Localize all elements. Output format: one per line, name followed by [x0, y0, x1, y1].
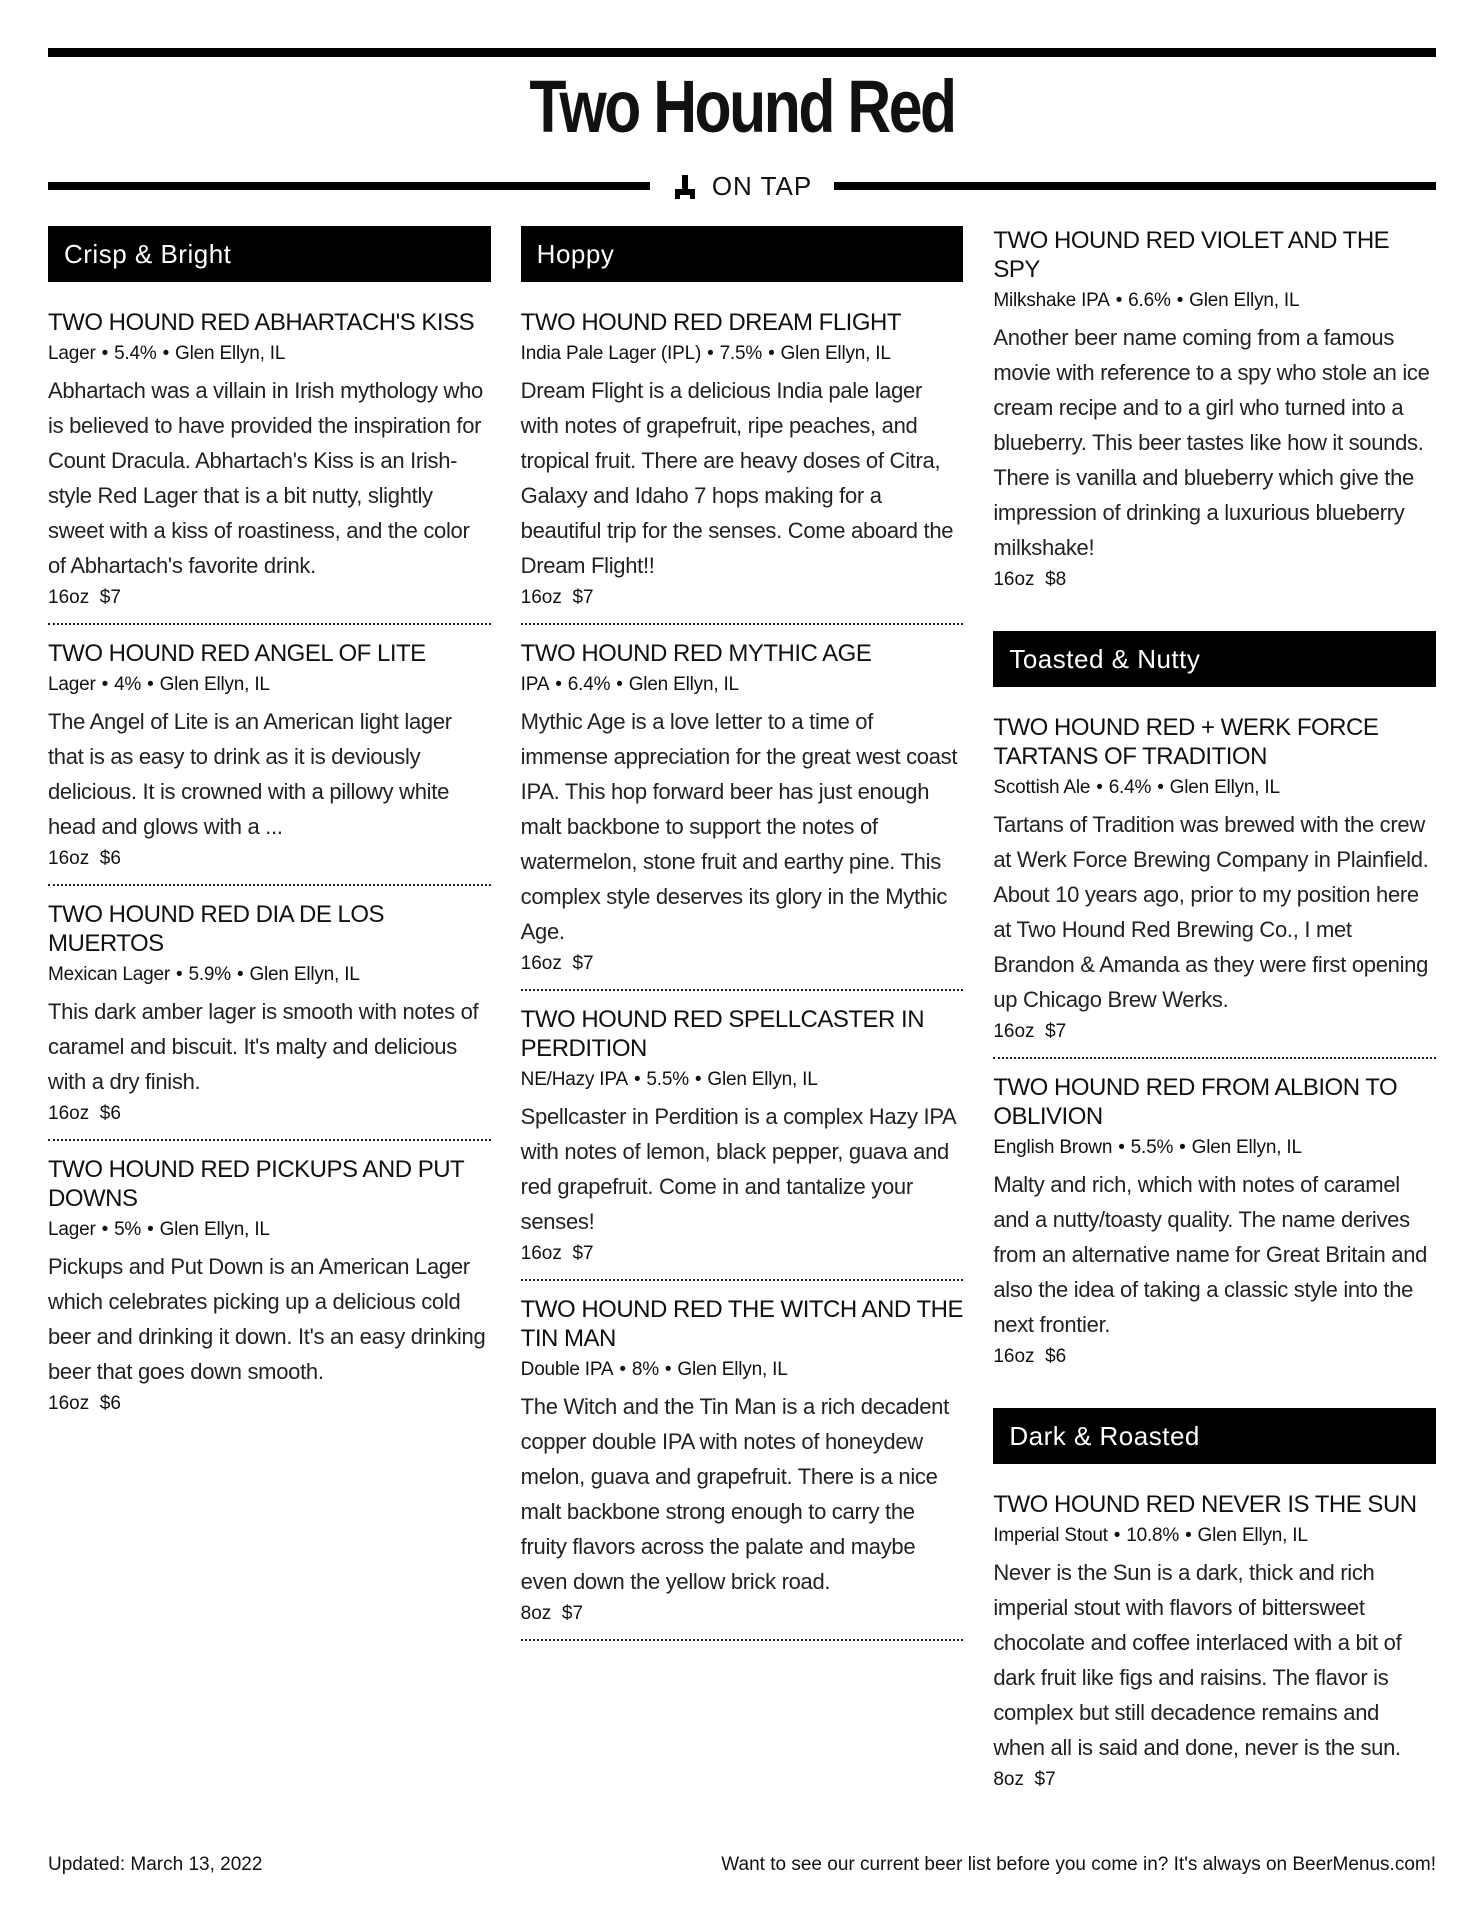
bullet-separator: •: [147, 674, 154, 695]
updated-date: Updated: March 13, 2022: [48, 1854, 263, 1875]
bullet-separator: •: [707, 343, 714, 364]
beer-price: $7: [1045, 1021, 1067, 1042]
bullet-separator: •: [1176, 290, 1184, 311]
divider-rule-left: [48, 182, 650, 190]
beer-location: Glen Ellyn, IL: [1169, 777, 1280, 798]
beer-name: TWO HOUND RED SPELLCASTER IN PERDITION: [520, 1006, 925, 1062]
on-tap-divider: [48, 168, 1436, 204]
section-header: Crisp & Bright: [48, 226, 491, 282]
beer-item: [48, 639, 491, 886]
beer-abv: 6.6%: [1128, 290, 1171, 311]
beer-description: Another beer name coming from a famous movie with reference to a spy who stole an ice cream recipe and to a girl who turned into a blueberry. This beer tastes like how it sounds. There is vanilla and blueberry which give the impression of drinking a luxurious blueberry milkshake!: [993, 325, 1430, 560]
bullet-separator: •: [1179, 1137, 1186, 1158]
beer-name: TWO HOUND RED VIOLET AND THE SPY: [993, 227, 1390, 283]
section-spacer: [993, 1396, 1436, 1408]
beer-description: Tartans of Tradition was brewed with the crew at Werk Force Brewing Company in Plainfield. About 10 years ago, prior to my position here at Two Hound Red Brewing Co., I met Brandon & Amanda as they were first opening up Chicago Brew Werks.: [993, 812, 1429, 1012]
serving-size: 16oz: [48, 587, 90, 608]
beer-item: [521, 1005, 964, 1281]
beer-name: TWO HOUND RED FROM ALBION TO OBLIVION: [993, 1074, 1398, 1130]
beer-price: $6: [99, 1393, 121, 1414]
beer-style: Lager: [48, 674, 96, 695]
page-title: Two Hound Red: [529, 65, 955, 148]
beer-location: Glen Ellyn, IL: [628, 674, 739, 695]
beer-name: TWO HOUND RED DREAM FLIGHT: [520, 309, 901, 336]
serving-size: 8oz: [520, 1603, 552, 1624]
beer-description: Dream Flight is a delicious India pale lager with notes of grapefruit, ripe peaches, and tropical fruit. There are heavy doses of Citra, Galaxy and Idaho 7 hops making for a beautiful trip for the senses. Come aboard the Dream Flight!!: [520, 378, 954, 578]
beer-meta: [993, 1137, 1436, 1159]
beer-location: Glen Ellyn, IL: [159, 674, 270, 695]
beer-serving: [521, 953, 964, 975]
bullet-separator: •: [619, 1359, 626, 1380]
bullet-separator: •: [176, 964, 183, 985]
serving-size: 16oz: [520, 587, 562, 608]
menu-section: [993, 1408, 1436, 1805]
beer-serving: [521, 587, 964, 609]
beer-meta: [48, 1219, 491, 1241]
beer-serving: [48, 848, 491, 870]
beer-location: Glen Ellyn, IL: [1197, 1525, 1308, 1546]
menu-section: [48, 226, 491, 1429]
beer-location: Glen Ellyn, IL: [175, 343, 286, 364]
bullet-separator: •: [1157, 777, 1164, 798]
bullet-separator: •: [101, 674, 109, 695]
beer-description: The Angel of Lite is an American light lager that is as easy to drink as it is deviously delicious. It is crowned with a pillowy white head and glows with a ...: [48, 709, 452, 839]
beer-price: $8: [1045, 569, 1067, 590]
bullet-separator: •: [1113, 1525, 1121, 1546]
beer-description: Abhartach was a villain in Irish mythology who is believed to have provided the inspiration for Count Dracula. Abhartach's Kiss is an Irish-style Red Lager that is a bit nutty, slightly sweet with a kiss of roastiness, and the color of Abhartach's favorite drink.: [48, 378, 483, 578]
beer-item: [521, 1295, 964, 1641]
beer-meta: [521, 1359, 964, 1381]
beer-meta: [48, 343, 491, 365]
beer-style: Double IPA: [520, 1359, 614, 1380]
menu-column: [521, 226, 964, 1819]
beer-abv: 5.5%: [1130, 1137, 1174, 1158]
divider-rule-right: [834, 182, 1436, 190]
section-spacer: [993, 619, 1436, 631]
bullet-separator: •: [1115, 290, 1123, 311]
serving-size: 16oz: [520, 953, 562, 974]
bullet-separator: •: [555, 674, 562, 695]
on-tap-text: ON TAP: [711, 170, 813, 201]
beermenus-promo[interactable]: Want to see our current beer list before you come in? It's always on BeerMenus.com!: [721, 1854, 1436, 1875]
serving-size: 16oz: [48, 1393, 90, 1414]
beer-abv: 6.4%: [1108, 777, 1152, 798]
bullet-separator: •: [633, 1069, 641, 1090]
serving-size: 16oz: [48, 848, 90, 869]
serving-size: 16oz: [993, 569, 1035, 590]
beer-price: $7: [572, 953, 594, 974]
beer-meta: [521, 1069, 964, 1091]
bullet-separator: •: [616, 674, 623, 695]
beer-style: Lager: [48, 1219, 96, 1240]
beer-abv: 5.4%: [114, 343, 157, 364]
beer-location: Glen Ellyn, IL: [249, 964, 360, 985]
beer-item: [993, 226, 1436, 605]
serving-size: 8oz: [993, 1769, 1024, 1790]
section-header: Dark & Roasted: [993, 1408, 1436, 1464]
beer-location: Glen Ellyn, IL: [707, 1069, 818, 1090]
beer-style: Scottish Ale: [993, 777, 1091, 798]
beer-style: Imperial Stout: [993, 1525, 1108, 1546]
beer-serving: [521, 1243, 964, 1265]
beer-item: [993, 1490, 1436, 1805]
beer-price: $6: [99, 1103, 121, 1124]
beer-abv: 6.4%: [567, 674, 611, 695]
menu-column: [48, 226, 491, 1819]
beer-abv: 5.9%: [188, 964, 231, 985]
beer-description: Pickups and Put Down is an American Lager which celebrates picking up a delicious cold beer and drinking it down. It's an easy drinking beer that goes down smooth.: [48, 1254, 486, 1384]
beer-name: TWO HOUND RED NEVER IS THE SUN: [993, 1491, 1417, 1518]
bullet-separator: •: [694, 1069, 702, 1090]
beer-item: [48, 1155, 491, 1429]
beer-description: This dark amber lager is smooth with notes of caramel and biscuit. It's malty and delicious with a dry finish.: [48, 999, 479, 1094]
beer-name: TWO HOUND RED + WERK FORCE TARTANS OF TRADITION: [993, 714, 1379, 770]
beer-tap-icon: [672, 173, 698, 199]
serving-size: 16oz: [993, 1021, 1035, 1042]
menu-section: [993, 226, 1436, 631]
beer-meta: [521, 343, 964, 365]
beer-name: TWO HOUND RED PICKUPS AND PUT DOWNS: [48, 1156, 464, 1212]
beer-location: Glen Ellyn, IL: [1189, 290, 1300, 311]
beer-location: Glen Ellyn, IL: [1191, 1137, 1302, 1158]
bullet-separator: •: [101, 343, 109, 364]
bullet-separator: •: [101, 1219, 109, 1240]
beer-serving: [993, 1769, 1436, 1791]
serving-size: 16oz: [48, 1103, 90, 1124]
beer-description: Malty and rich, which with notes of caramel and a nutty/toasty quality. The name derives from an alternative name for Great Britain and also the idea of taking a classic style into the next frontier.: [993, 1172, 1428, 1337]
beer-meta: [48, 674, 491, 696]
beer-columns: [48, 226, 1436, 1819]
bullet-separator: •: [1185, 1525, 1192, 1546]
beer-location: Glen Ellyn, IL: [677, 1359, 788, 1380]
beer-name: TWO HOUND RED MYTHIC AGE: [520, 640, 872, 667]
section-header: Hoppy: [521, 226, 964, 282]
beer-style: Mexican Lager: [48, 964, 171, 985]
bullet-separator: •: [1096, 777, 1103, 798]
beer-price: $7: [572, 587, 594, 608]
beer-item: [993, 713, 1436, 1059]
beer-abv: 5.5%: [646, 1069, 689, 1090]
beer-abv: 5%: [114, 1219, 142, 1240]
menu-section: [993, 631, 1436, 1408]
footer: [48, 1854, 1436, 1876]
beer-price: $6: [1045, 1346, 1067, 1367]
beer-price: $6: [99, 848, 121, 869]
beer-description: Spellcaster in Perdition is a complex Hazy IPA with notes of lemon, black pepper, guava and red grapefruit. Come in and tantalize your senses!: [520, 1104, 956, 1234]
beer-serving: [48, 587, 491, 609]
beer-serving: [993, 569, 1436, 591]
bullet-separator: •: [162, 343, 170, 364]
bullet-separator: •: [237, 964, 244, 985]
beer-serving: [521, 1603, 964, 1625]
beer-style: Milkshake IPA: [993, 290, 1110, 311]
beer-name: TWO HOUND RED THE WITCH AND THE TIN MAN: [520, 1296, 963, 1352]
bullet-separator: •: [1118, 1137, 1125, 1158]
beer-location: Glen Ellyn, IL: [159, 1219, 270, 1240]
beer-price: $7: [99, 587, 121, 608]
beer-item: [521, 308, 964, 625]
on-tap-label: [650, 171, 834, 202]
beer-style: NE/Hazy IPA: [520, 1069, 628, 1090]
beer-description: Never is the Sun is a dark, thick and rich imperial stout with flavors of bittersweet chocolate and coffee interlaced with a bit of dark fruit like figs and raisins. The flavor is complex but still decadence remains and when all is said and done, never is the sun.: [993, 1560, 1402, 1760]
beer-style: IPA: [520, 674, 550, 695]
beer-meta: [993, 777, 1436, 799]
beer-price: $7: [561, 1603, 584, 1624]
top-rule: [48, 48, 1436, 57]
beer-meta: [48, 964, 491, 986]
serving-size: 16oz: [520, 1243, 562, 1264]
beer-serving: [48, 1393, 491, 1415]
beer-abv: 7.5%: [719, 343, 763, 364]
beer-abv: 8%: [631, 1359, 659, 1380]
beer-abv: 10.8%: [1126, 1525, 1180, 1546]
beer-abv: 4%: [114, 674, 142, 695]
menu-section: [521, 226, 964, 1641]
bullet-separator: •: [768, 343, 775, 364]
beer-style: Lager: [48, 343, 96, 364]
bullet-separator: •: [147, 1219, 154, 1240]
beer-price: $7: [572, 1243, 594, 1264]
serving-size: 16oz: [993, 1346, 1035, 1367]
beer-style: India Pale Lager (IPL): [520, 343, 702, 364]
beer-description: The Witch and the Tin Man is a rich decadent copper double IPA with notes of honeydew melon, guava and grapefruit. There is a nice malt backbone strong enough to carry the fruity flavors across the palate and maybe even down the yellow brick road.: [520, 1394, 949, 1594]
beer-name: TWO HOUND RED ANGEL OF LITE: [48, 640, 426, 667]
beer-serving: [48, 1103, 491, 1125]
beer-item: [993, 1073, 1436, 1382]
beer-item: [48, 900, 491, 1141]
beer-description: Mythic Age is a love letter to a time of immense appreciation for the great west coast IPA. This hop forward beer has just enough malt backbone to support the notes of watermelon, stone fruit and earthy pine. This complex style deserves its glory in the Mythic Age.: [520, 709, 958, 944]
menu-column: [993, 226, 1436, 1819]
beer-meta: [993, 290, 1436, 312]
beer-name: TWO HOUND RED ABHARTACH'S KISS: [48, 309, 475, 336]
beer-item: [48, 308, 491, 625]
beer-price: $7: [1034, 1769, 1056, 1790]
beer-style: English Brown: [993, 1137, 1113, 1158]
beer-serving: [993, 1346, 1436, 1368]
beer-serving: [993, 1021, 1436, 1043]
beer-name: TWO HOUND RED DIA DE LOS MUERTOS: [48, 901, 385, 957]
beer-location: Glen Ellyn, IL: [780, 343, 891, 364]
beer-meta: [993, 1525, 1436, 1547]
beer-meta: [521, 674, 964, 696]
section-header: Toasted & Nutty: [993, 631, 1436, 687]
bullet-separator: •: [664, 1359, 672, 1380]
beer-item: [521, 639, 964, 991]
